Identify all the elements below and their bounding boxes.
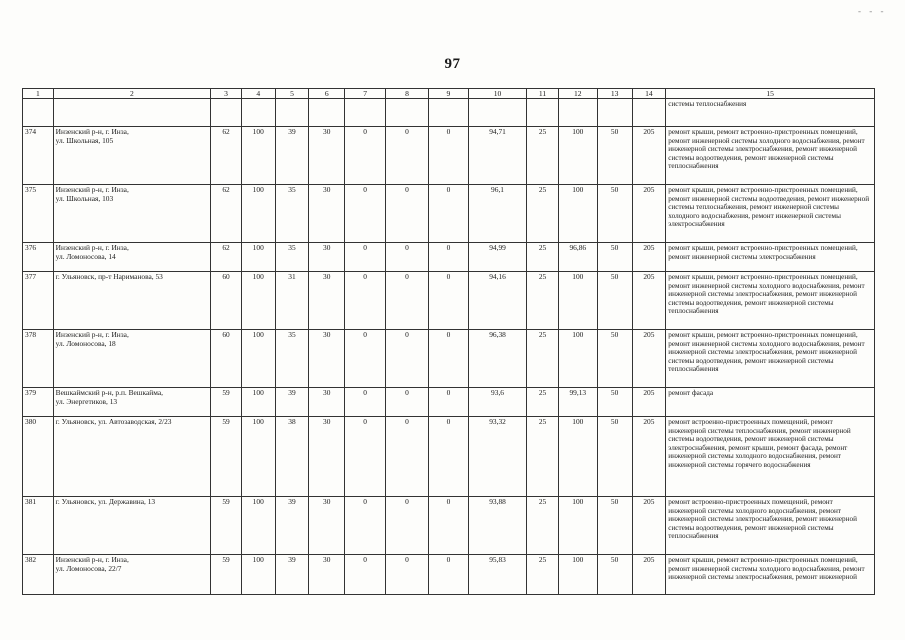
table-row <box>23 127 875 185</box>
value-cell-c3: 60 <box>211 330 242 388</box>
row-number-cell: 382 <box>23 555 54 595</box>
value-cell-c14: 205 <box>632 388 666 417</box>
empty-cell <box>211 99 242 127</box>
value-cell-c7: 0 <box>345 555 386 595</box>
column-header-11: 11 <box>527 89 559 99</box>
value-cell-c9: 0 <box>429 555 469 595</box>
value-cell-c5: 39 <box>275 555 309 595</box>
value-cell-c13: 50 <box>597 185 632 243</box>
table-header-row <box>23 89 875 99</box>
works-cell: ремонт фасада <box>666 388 875 417</box>
column-header-10: 10 <box>468 89 526 99</box>
value-cell-c11: 25 <box>527 272 559 330</box>
value-cell-c4: 100 <box>241 388 275 417</box>
column-header-15: 15 <box>666 89 875 99</box>
value-cell-c6: 30 <box>309 417 345 497</box>
data-table <box>22 88 875 595</box>
value-cell-c6: 30 <box>309 555 345 595</box>
value-cell-c10: 93,32 <box>468 417 526 497</box>
empty-cell <box>597 99 632 127</box>
value-cell-c14: 205 <box>632 497 666 555</box>
value-cell-c11: 25 <box>527 555 559 595</box>
works-cell: ремонт крыши, ремонт встроенно-пристроенных помещений, ремонт инженерной системы холодного водоснабжения, ремонт инженерной системы электроснабжения, ремонт инженерной системы водоотведения, ремонт инженерной системы теплоснабжения <box>666 272 875 330</box>
value-cell-c6: 30 <box>309 185 345 243</box>
empty-cell <box>23 99 54 127</box>
value-cell-c12: 100 <box>558 330 597 388</box>
value-cell-c5: 39 <box>275 388 309 417</box>
empty-cell <box>527 99 559 127</box>
column-header-12: 12 <box>558 89 597 99</box>
value-cell-c14: 205 <box>632 555 666 595</box>
empty-cell <box>309 99 345 127</box>
value-cell-c6: 30 <box>309 243 345 272</box>
address-cell: Инзенский р-н, г. Инза, ул. Школьная, 105 <box>53 127 211 185</box>
value-cell-c8: 0 <box>386 330 429 388</box>
row-number-cell: 380 <box>23 417 54 497</box>
value-cell-c13: 50 <box>597 497 632 555</box>
value-cell-c8: 0 <box>386 272 429 330</box>
value-cell-c5: 35 <box>275 185 309 243</box>
value-cell-c8: 0 <box>386 243 429 272</box>
value-cell-c6: 30 <box>309 497 345 555</box>
value-cell-c8: 0 <box>386 388 429 417</box>
address-cell: Вешкаймский р-н, р.п. Вешкайма, ул. Энергетиков, 13 <box>53 388 211 417</box>
value-cell-c5: 35 <box>275 330 309 388</box>
value-cell-c9: 0 <box>429 330 469 388</box>
column-header-14: 14 <box>632 89 666 99</box>
value-cell-c4: 100 <box>241 243 275 272</box>
value-cell-c7: 0 <box>345 185 386 243</box>
address-cell: Инзенский р-н, г. Инза, ул. Ломоносова, 22/7 <box>53 555 211 595</box>
address-cell: г. Ульяновск, ул. Державина, 13 <box>53 497 211 555</box>
column-header-6: 6 <box>309 89 345 99</box>
works-cell: ремонт крыши, ремонт встроенно-пристроенных помещений, ремонт инженерной системы холодного водоснабжения, ремонт инженерной системы электроснабжения, ремонт инженерной <box>666 555 875 595</box>
empty-cell <box>632 99 666 127</box>
value-cell-c11: 25 <box>527 330 559 388</box>
works-cell: ремонт крыши, ремонт встроенно-пристроенных помещений, ремонт инженерной системы холодного водоснабжения, ремонт инженерной системы электроснабжения, ремонт инженерной системы водоотведения, ремонт инженерной системы теплоснабжения <box>666 127 875 185</box>
value-cell-c9: 0 <box>429 243 469 272</box>
address-cell: Инзенский р-н, г. Инза, ул. Ломоносова, 18 <box>53 330 211 388</box>
column-header-4: 4 <box>241 89 275 99</box>
value-cell-c13: 50 <box>597 272 632 330</box>
column-header-2: 2 <box>53 89 211 99</box>
table-row <box>23 330 875 388</box>
value-cell-c6: 30 <box>309 127 345 185</box>
value-cell-c5: 35 <box>275 243 309 272</box>
value-cell-c12: 99,13 <box>558 388 597 417</box>
address-cell: Инзенский р-н, г. Инза, ул. Школьная, 103 <box>53 185 211 243</box>
value-cell-c8: 0 <box>386 555 429 595</box>
works-cell: ремонт встроенно-пристроенных помещений, ремонт инженерной системы теплоснабжения, ремонт инженерной системы водоотведения, ремонт инженерной системы электроснабжения, ремонт крыши, ремонт фасада, ремонт инженерной системы холодного водоснабжения, ремонт инженерной системы горячего водоснабжения <box>666 417 875 497</box>
table-row <box>23 243 875 272</box>
value-cell-c6: 30 <box>309 388 345 417</box>
value-cell-c6: 30 <box>309 330 345 388</box>
value-cell-c10: 93,88 <box>468 497 526 555</box>
value-cell-c7: 0 <box>345 243 386 272</box>
value-cell-c12: 100 <box>558 127 597 185</box>
value-cell-c10: 95,83 <box>468 555 526 595</box>
table-row <box>23 417 875 497</box>
works-cell: ремонт крыши, ремонт встроенно-пристроенных помещений, ремонт инженерной системы водоотведения, ремонт инженерной системы теплоснабжения, ремонт инженерной системы холодного водоснабжения, ремонт инженерной системы электроснабжения <box>666 185 875 243</box>
column-header-1: 1 <box>23 89 54 99</box>
column-header-5: 5 <box>275 89 309 99</box>
value-cell-c7: 0 <box>345 417 386 497</box>
value-cell-c8: 0 <box>386 497 429 555</box>
address-cell: г. Ульяновск, ул. Автозаводская, 2/23 <box>53 417 211 497</box>
value-cell-c3: 60 <box>211 272 242 330</box>
value-cell-c7: 0 <box>345 272 386 330</box>
value-cell-c9: 0 <box>429 497 469 555</box>
value-cell-c12: 100 <box>558 272 597 330</box>
row-number-cell: 379 <box>23 388 54 417</box>
scan-artifact: - - - <box>858 6 887 16</box>
row-number-cell: 381 <box>23 497 54 555</box>
value-cell-c3: 59 <box>211 497 242 555</box>
value-cell-c12: 96,86 <box>558 243 597 272</box>
value-cell-c4: 100 <box>241 185 275 243</box>
value-cell-c7: 0 <box>345 330 386 388</box>
address-cell: Инзенский р-н, г. Инза, ул. Ломоносова, 14 <box>53 243 211 272</box>
empty-cell <box>468 99 526 127</box>
column-header-3: 3 <box>211 89 242 99</box>
value-cell-c9: 0 <box>429 127 469 185</box>
value-cell-c14: 205 <box>632 330 666 388</box>
value-cell-c13: 50 <box>597 555 632 595</box>
value-cell-c5: 38 <box>275 417 309 497</box>
column-header-8: 8 <box>386 89 429 99</box>
value-cell-c10: 94,99 <box>468 243 526 272</box>
value-cell-c4: 100 <box>241 272 275 330</box>
value-cell-c5: 31 <box>275 272 309 330</box>
value-cell-c5: 39 <box>275 127 309 185</box>
table-row <box>23 272 875 330</box>
value-cell-c10: 96,38 <box>468 330 526 388</box>
address-cell: г. Ульяновск, пр-т Нариманова, 53 <box>53 272 211 330</box>
row-number-cell: 374 <box>23 127 54 185</box>
table-row <box>23 185 875 243</box>
value-cell-c14: 205 <box>632 243 666 272</box>
column-header-9: 9 <box>429 89 469 99</box>
value-cell-c12: 100 <box>558 555 597 595</box>
row-number-cell: 376 <box>23 243 54 272</box>
value-cell-c14: 205 <box>632 127 666 185</box>
value-cell-c13: 50 <box>597 417 632 497</box>
value-cell-c3: 62 <box>211 185 242 243</box>
value-cell-c8: 0 <box>386 127 429 185</box>
value-cell-c3: 62 <box>211 243 242 272</box>
value-cell-c9: 0 <box>429 272 469 330</box>
value-cell-c13: 50 <box>597 330 632 388</box>
column-header-13: 13 <box>597 89 632 99</box>
value-cell-c4: 100 <box>241 330 275 388</box>
value-cell-c10: 94,16 <box>468 272 526 330</box>
value-cell-c14: 205 <box>632 272 666 330</box>
table-row <box>23 497 875 555</box>
value-cell-c13: 50 <box>597 243 632 272</box>
value-cell-c7: 0 <box>345 497 386 555</box>
value-cell-c4: 100 <box>241 417 275 497</box>
value-cell-c6: 30 <box>309 272 345 330</box>
empty-cell <box>429 99 469 127</box>
value-cell-c4: 100 <box>241 127 275 185</box>
empty-cell <box>386 99 429 127</box>
value-cell-c14: 205 <box>632 417 666 497</box>
value-cell-c11: 25 <box>527 388 559 417</box>
value-cell-c7: 0 <box>345 127 386 185</box>
row-number-cell: 375 <box>23 185 54 243</box>
page-number: 97 <box>444 56 461 72</box>
empty-cell <box>241 99 275 127</box>
value-cell-c10: 94,71 <box>468 127 526 185</box>
value-cell-c11: 25 <box>527 417 559 497</box>
value-cell-c7: 0 <box>345 388 386 417</box>
value-cell-c3: 59 <box>211 388 242 417</box>
value-cell-c4: 100 <box>241 555 275 595</box>
value-cell-c8: 0 <box>386 185 429 243</box>
value-cell-c14: 205 <box>632 185 666 243</box>
value-cell-c12: 100 <box>558 497 597 555</box>
works-cell: ремонт крыши, ремонт встроенно-пристроенных помещений, ремонт инженерной системы холодного водоснабжения, ремонт инженерной системы электроснабжения, ремонт инженерной системы водоотведения, ремонт инженерной системы теплоснабжения <box>666 330 875 388</box>
value-cell-c5: 39 <box>275 497 309 555</box>
value-cell-c11: 25 <box>527 243 559 272</box>
value-cell-c3: 62 <box>211 127 242 185</box>
value-cell-c3: 59 <box>211 555 242 595</box>
value-cell-c11: 25 <box>527 185 559 243</box>
continuation-row <box>23 99 875 127</box>
empty-cell <box>345 99 386 127</box>
table-row <box>23 388 875 417</box>
value-cell-c10: 96,1 <box>468 185 526 243</box>
works-cell: системы теплоснабжения <box>666 99 875 127</box>
empty-cell <box>275 99 309 127</box>
value-cell-c13: 50 <box>597 388 632 417</box>
row-number-cell: 377 <box>23 272 54 330</box>
works-cell: ремонт встроенно-пристроенных помещений, ремонт инженерной системы холодного водоснабжения, ремонт инженерной системы электроснабжения, ремонт инженерной системы водоотведения, ремонт инженерной системы теплоснабжения <box>666 497 875 555</box>
empty-cell <box>558 99 597 127</box>
empty-cell <box>53 99 211 127</box>
table-row <box>23 555 875 595</box>
row-number-cell: 378 <box>23 330 54 388</box>
value-cell-c9: 0 <box>429 417 469 497</box>
value-cell-c11: 25 <box>527 497 559 555</box>
value-cell-c13: 50 <box>597 127 632 185</box>
works-cell: ремонт крыши, ремонт встроенно-пристроенных помещений, ремонт инженерной системы электроснабжения <box>666 243 875 272</box>
value-cell-c9: 0 <box>429 388 469 417</box>
value-cell-c12: 100 <box>558 185 597 243</box>
value-cell-c3: 59 <box>211 417 242 497</box>
column-header-7: 7 <box>345 89 386 99</box>
value-cell-c8: 0 <box>386 417 429 497</box>
value-cell-c12: 100 <box>558 417 597 497</box>
value-cell-c4: 100 <box>241 497 275 555</box>
value-cell-c10: 93,6 <box>468 388 526 417</box>
value-cell-c11: 25 <box>527 127 559 185</box>
value-cell-c9: 0 <box>429 185 469 243</box>
